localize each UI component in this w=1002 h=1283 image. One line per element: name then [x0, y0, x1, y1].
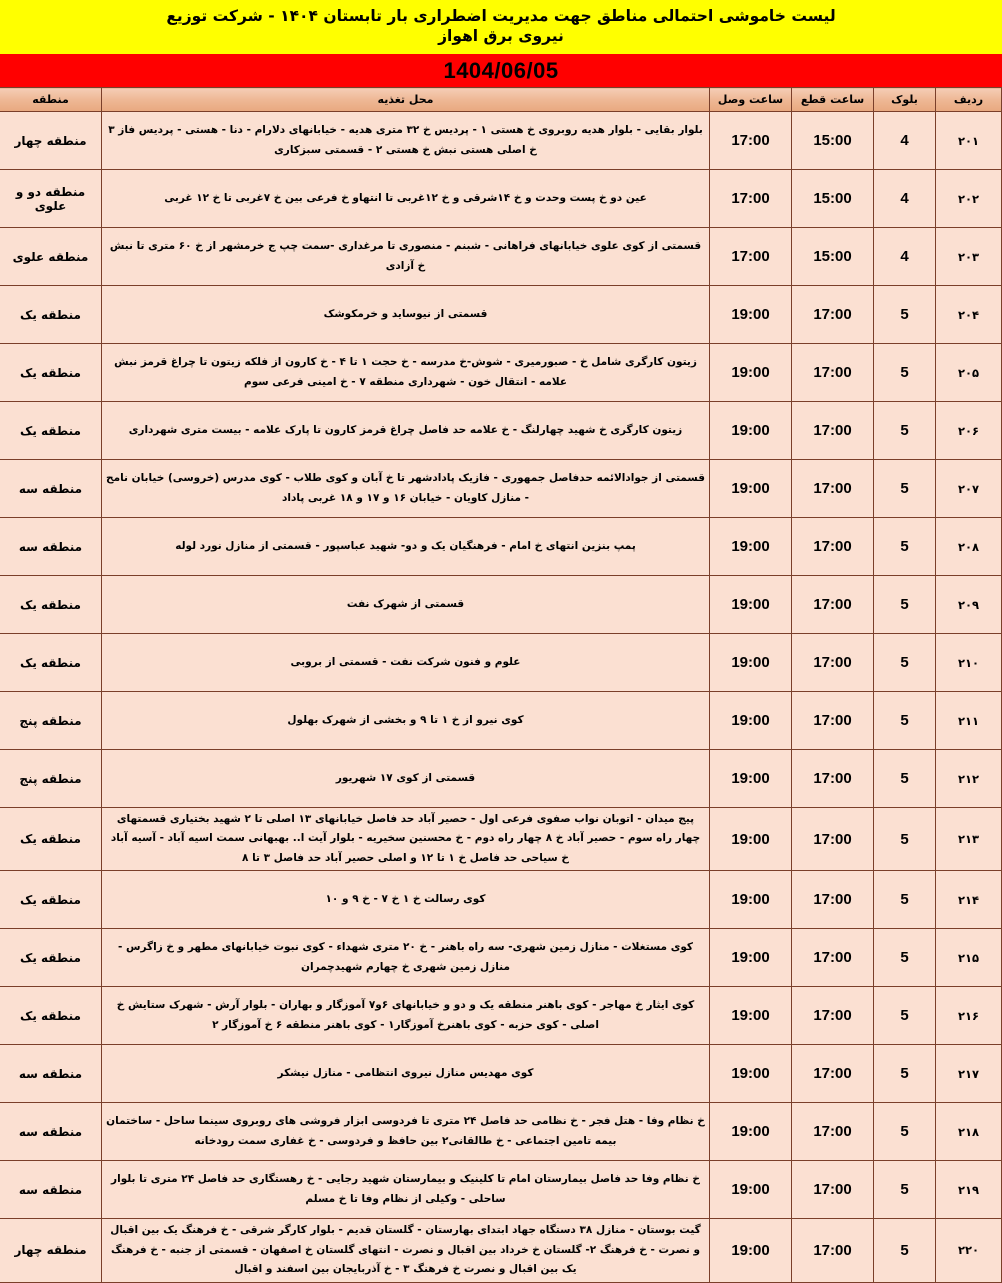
table-row [0, 871, 1002, 929]
cell-connect-time: 19:00 [710, 518, 792, 576]
cell-zone: منطقه یک [0, 344, 102, 402]
cell-location: خ نظام وفا حد فاصل بیمارستان امام تا کلینیک و بیمارستان شهید رجایی - خ رهستگاری حد فاصل ۲۴ متری تا بلوار ساحلی - وکیلی از نظام وفا تا خ مسلم [102, 1161, 710, 1219]
table-body [0, 112, 1002, 1283]
table-header-row [0, 88, 1002, 112]
cell-block: 5 [874, 286, 936, 344]
cell-cut-time: 17:00 [792, 1045, 874, 1103]
cell-radif: ۲۰۱ [936, 112, 1002, 170]
cell-block: 5 [874, 1103, 936, 1161]
cell-block: 5 [874, 1045, 936, 1103]
cell-radif: ۲۱۵ [936, 929, 1002, 987]
cell-connect-time: 19:00 [710, 987, 792, 1045]
cell-connect-time: 19:00 [710, 929, 792, 987]
cell-zone: منطقه پنج [0, 750, 102, 808]
table-row [0, 344, 1002, 402]
cell-block: 4 [874, 170, 936, 228]
cell-cut-time: 17:00 [792, 634, 874, 692]
cell-location: قسمتی از شهرک نفت [102, 576, 710, 634]
column-header-connect-time: ساعت وصل [710, 88, 792, 112]
table-row [0, 170, 1002, 228]
cell-zone: منطقه سه [0, 460, 102, 518]
cell-location: زیتون کارگری خ شهید چهارلنگ - خ علامه حد فاصل چراغ قرمز کارون تا پارک علامه - بیست متری شهرداری [102, 402, 710, 460]
cell-location: پمپ بنزین انتهای خ امام - فرهنگیان یک و دو- شهید عباسپور - قسمتی از منازل نورد لوله [102, 518, 710, 576]
cell-block: 5 [874, 987, 936, 1045]
cell-radif: ۲۰۷ [936, 460, 1002, 518]
cell-connect-time: 19:00 [710, 808, 792, 871]
cell-block: 5 [874, 1161, 936, 1219]
cell-radif: ۲۱۲ [936, 750, 1002, 808]
cell-location: زیتون کارگری شامل خ - صبورمیری - شوش-خ مدرسه - خ حجت ۱ تا ۴ - خ کارون از فلکه زیتون تا چراغ قرمز نبش علامه - انتقال خون - شهرداری منطقه ۷ - خ امینی فرعی سوم [102, 344, 710, 402]
cell-radif: ۲۰۸ [936, 518, 1002, 576]
cell-connect-time: 19:00 [710, 460, 792, 518]
cell-location: کوی نیرو از خ ۱ تا ۹ و بخشی از شهرک بهلول [102, 692, 710, 750]
cell-location: قسمتی از نیوساید و خرمکوشک [102, 286, 710, 344]
cell-zone: منطقه سه [0, 1161, 102, 1219]
cell-cut-time: 15:00 [792, 228, 874, 286]
cell-cut-time: 17:00 [792, 576, 874, 634]
cell-zone: منطقه پنج [0, 692, 102, 750]
table-row [0, 402, 1002, 460]
cell-cut-time: 17:00 [792, 402, 874, 460]
cell-block: 5 [874, 402, 936, 460]
cell-location: کوی ایثار خ مهاجر - کوی باهنر منطقه یک و دو و خیابانهای ۶و۷ آموزگار و بهاران - بلوار آرش - شهرک ستایش خ اصلی - کوی حزبه - کوی باهنرخ آموزگار۱ - کوی باهنر منطقه ۶ خ آموزگار ۲ [102, 987, 710, 1045]
cell-location: کوی مهدیس منازل نیروی انتظامی - منازل نیشکر [102, 1045, 710, 1103]
cell-cut-time: 15:00 [792, 170, 874, 228]
table-row [0, 987, 1002, 1045]
cell-block: 4 [874, 228, 936, 286]
cell-radif: ۲۲۰ [936, 1219, 1002, 1282]
cell-location: خ نظام وفا - هتل فجر - خ نظامی حد فاصل ۲۴ متری تا فردوسی ابزار فروشی های روبروی سینما ساحل - ساختمان بیمه تامین اجتماعی - خ طالقانی۲ بین حافظ و فردوسی - خ غفاری سمت رودخانه [102, 1103, 710, 1161]
cell-connect-time: 19:00 [710, 286, 792, 344]
cell-cut-time: 17:00 [792, 871, 874, 929]
cell-radif: ۲۱۴ [936, 871, 1002, 929]
cell-location: کوی مستغلات - منازل زمین شهری- سه راه باهنر - خ ۲۰ متری شهداء - کوی نبوت خیابانهای مطهر و خ زاگرس - منازل زمین شهری خ چهارم شهیدچمران [102, 929, 710, 987]
cell-block: 5 [874, 1219, 936, 1282]
cell-zone: منطقه دو و علوی [0, 170, 102, 228]
cell-cut-time: 17:00 [792, 286, 874, 344]
cell-block: 5 [874, 634, 936, 692]
table-row [0, 228, 1002, 286]
cell-connect-time: 19:00 [710, 692, 792, 750]
outage-schedule-table [0, 87, 1002, 1283]
cell-cut-time: 17:00 [792, 460, 874, 518]
cell-location: گیت بوستان - منازل ۳۸ دستگاه جهاد ابتدای بهارستان - گلستان قدیم - بلوار کارگر شرقی - خ فرهنگ یک بین اقبال و نصرت - خ فرهنگ ۲- گلستان خ خرداد بین اقبال و نصرت - انتهای گلستان خ اصفهان - قسمتی از جنبه - خ فرهنگ یک بین اقبال و نصرت خ فرهنگ ۳ - خ آذربایجان بین اسفند و اقبال [102, 1219, 710, 1282]
cell-cut-time: 17:00 [792, 1219, 874, 1282]
cell-cut-time: 17:00 [792, 692, 874, 750]
cell-connect-time: 19:00 [710, 576, 792, 634]
table-row [0, 1045, 1002, 1103]
cell-zone: منطقه یک [0, 808, 102, 871]
cell-cut-time: 17:00 [792, 808, 874, 871]
schedule-date: 1404/06/05 [443, 57, 559, 83]
cell-radif: ۲۱۸ [936, 1103, 1002, 1161]
cell-connect-time: 19:00 [710, 634, 792, 692]
cell-block: 5 [874, 750, 936, 808]
table-row [0, 460, 1002, 518]
cell-location: علوم و فنون شرکت نفت - قسمتی از بروبی [102, 634, 710, 692]
cell-block: 5 [874, 871, 936, 929]
cell-zone: منطقه یک [0, 929, 102, 987]
column-header-radif: ردیف [936, 88, 1002, 112]
page-title: لیست خاموشی احتمالی مناطق جهت مدیریت اضطراری بار تابستان ۱۴۰۴ - شرکت توزیع نیروی برق اهواز [166, 7, 836, 45]
cell-location: قسمتی از کوی علوی خیابانهای فراهانی - شبنم - منصوری تا مرغداری -سمت چپ ج خرمشهر از خ ۶۰ متری تا نبش خ آزادی [102, 228, 710, 286]
cell-cut-time: 17:00 [792, 1161, 874, 1219]
cell-radif: ۲۰۵ [936, 344, 1002, 402]
cell-connect-time: 17:00 [710, 228, 792, 286]
table-row [0, 1161, 1002, 1219]
cell-block: 5 [874, 460, 936, 518]
cell-zone: منطقه یک [0, 634, 102, 692]
cell-connect-time: 19:00 [710, 1045, 792, 1103]
cell-cut-time: 17:00 [792, 344, 874, 402]
cell-radif: ۲۱۶ [936, 987, 1002, 1045]
cell-location: بلوار بقایی - بلوار هدیه روبروی خ هستی ۱ - پردیس خ ۳۲ متری هدیه - خیابانهای دلارام - دنا - هستی - پردیس فاز ۳ خ اصلی هستی نبش خ هستی ۲ - قسمتی سبزکاری [102, 112, 710, 170]
cell-block: 5 [874, 808, 936, 871]
cell-zone: منطقه چهار [0, 1219, 102, 1282]
cell-location: قسمتی از کوی ۱۷ شهریور [102, 750, 710, 808]
cell-block: 5 [874, 344, 936, 402]
cell-zone: منطقه سه [0, 1045, 102, 1103]
cell-radif: ۲۱۹ [936, 1161, 1002, 1219]
cell-connect-time: 17:00 [710, 170, 792, 228]
table-row [0, 929, 1002, 987]
cell-connect-time: 19:00 [710, 750, 792, 808]
cell-radif: ۲۱۷ [936, 1045, 1002, 1103]
cell-block: 5 [874, 576, 936, 634]
cell-radif: ۲۱۱ [936, 692, 1002, 750]
table-row [0, 692, 1002, 750]
cell-connect-time: 19:00 [710, 402, 792, 460]
page-title-bar [0, 0, 1002, 54]
table-header [0, 88, 1002, 112]
cell-zone: منطقه سه [0, 1103, 102, 1161]
cell-zone: منطقه علوی [0, 228, 102, 286]
column-header-block: بلوک [874, 88, 936, 112]
table-row [0, 750, 1002, 808]
table-row [0, 112, 1002, 170]
cell-location: عین دو خ پست وحدت و خ ۱۴شرقی و خ ۱۲غربی تا انتهاو خ فرعی بین خ ۷غربی تا خ ۱۲ غربی [102, 170, 710, 228]
cell-connect-time: 19:00 [710, 344, 792, 402]
cell-cut-time: 17:00 [792, 929, 874, 987]
cell-cut-time: 17:00 [792, 750, 874, 808]
cell-connect-time: 19:00 [710, 871, 792, 929]
cell-zone: منطقه یک [0, 286, 102, 344]
cell-cut-time: 17:00 [792, 987, 874, 1045]
cell-zone: منطقه یک [0, 402, 102, 460]
cell-radif: ۲۰۳ [936, 228, 1002, 286]
cell-zone: منطقه یک [0, 871, 102, 929]
cell-radif: ۲۱۳ [936, 808, 1002, 871]
table-row [0, 576, 1002, 634]
table-row [0, 518, 1002, 576]
cell-location: کوی رسالت خ ۱ خ ۷ - خ ۹ و ۱۰ [102, 871, 710, 929]
cell-radif: ۲۰۹ [936, 576, 1002, 634]
table-row [0, 808, 1002, 871]
cell-zone: منطقه سه [0, 518, 102, 576]
cell-connect-time: 19:00 [710, 1219, 792, 1282]
table-row [0, 1103, 1002, 1161]
cell-block: 5 [874, 518, 936, 576]
column-header-zone: منطقه [0, 88, 102, 112]
cell-zone: منطقه یک [0, 576, 102, 634]
cell-connect-time: 17:00 [710, 112, 792, 170]
cell-radif: ۲۰۶ [936, 402, 1002, 460]
cell-connect-time: 19:00 [710, 1161, 792, 1219]
cell-zone: منطقه چهار [0, 112, 102, 170]
cell-radif: ۲۰۲ [936, 170, 1002, 228]
cell-cut-time: 15:00 [792, 112, 874, 170]
cell-connect-time: 19:00 [710, 1103, 792, 1161]
cell-zone: منطقه یک [0, 987, 102, 1045]
cell-radif: ۲۰۴ [936, 286, 1002, 344]
cell-location: پیج میدان - اتوبان نواب صفوی فرعی اول - حصیر آباد حد فاصل خیابانهای ۱۳ اصلی تا ۲ شهید بختیاری قسمتهای چهار راه سوم - حصیر آباد خ ۸ چهار راه دوم - خ محسنین سخیریه - بلوار آیت ا.. بهبهانی سمت اسیه آباد - آسیه آباد خ سیاحی حد فاصل خ ۱ تا ۱۲ و اصلی حصیر آباد حد فاصل ۳ تا ۸ [102, 808, 710, 871]
column-header-cut-time: ساعت قطع [792, 88, 874, 112]
cell-block: 4 [874, 112, 936, 170]
column-header-location: محل تغذیه [102, 88, 710, 112]
cell-block: 5 [874, 929, 936, 987]
table-row [0, 634, 1002, 692]
cell-block: 5 [874, 692, 936, 750]
cell-cut-time: 17:00 [792, 518, 874, 576]
table-row [0, 286, 1002, 344]
cell-location: قسمتی از جوادالائمه حدفاصل جمهوری - فازیک پادادشهر تا خ آبان و کوی طلاب - کوی مدرس (خروسی) خیابان نامح - منازل کاویان - خیابان ۱۶ و ۱۷ و ۱۸ غربی پاداد [102, 460, 710, 518]
date-bar [0, 54, 1002, 87]
cell-cut-time: 17:00 [792, 1103, 874, 1161]
cell-radif: ۲۱۰ [936, 634, 1002, 692]
table-row [0, 1219, 1002, 1282]
